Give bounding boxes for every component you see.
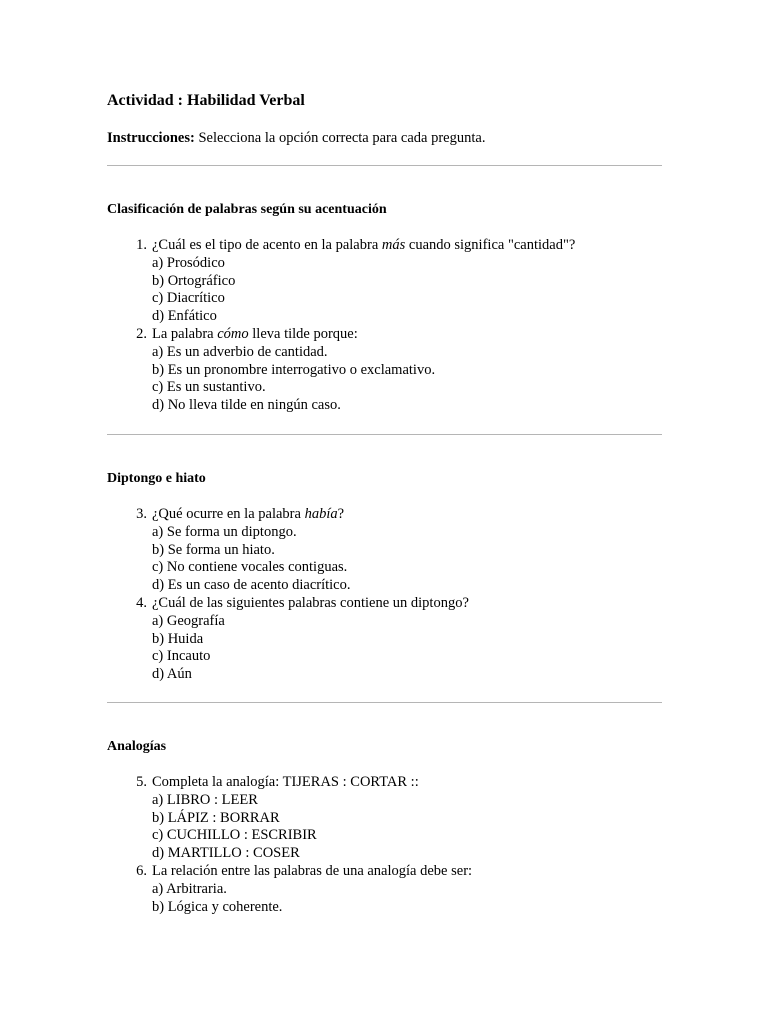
- answer-option[interactable]: b) Ortográfico: [152, 272, 236, 289]
- question-stem: [152, 506, 662, 524]
- answer-option[interactable]: b) Es un pronombre interrogativo o exclamativo.: [152, 361, 436, 378]
- answer-option[interactable]: c) Es un sustantivo.: [152, 379, 266, 396]
- answer-option[interactable]: a) Se forma un diptongo.: [152, 523, 297, 540]
- question-number: 5.: [136, 774, 147, 790]
- question-stem: [152, 326, 662, 344]
- question-number: 6.: [136, 862, 147, 879]
- stem-text: ?: [337, 506, 345, 522]
- question-item: [107, 863, 662, 916]
- stem-text: cuando significa "cantidad"?: [405, 237, 576, 253]
- stem-text: lleva tilde porque:: [248, 325, 358, 342]
- answer-option[interactable]: c) CUCHILLO : ESCRIBIR: [152, 827, 317, 844]
- instructions: [107, 130, 485, 147]
- question-number: 4.: [136, 594, 147, 611]
- instructions-text: Selecciona la opción correcta para cada pregunta.: [194, 130, 486, 146]
- answer-option[interactable]: d) Es un caso de acento diacrítico.: [152, 577, 351, 594]
- question-list: [107, 774, 662, 916]
- answer-option[interactable]: c) Diacrítico: [152, 290, 225, 307]
- page-title: Actividad : Habilidad Verbal: [107, 92, 305, 109]
- stem-emphasis: cómo: [217, 325, 249, 342]
- section-acentuacion: [107, 201, 662, 415]
- answer-option[interactable]: b) Se forma un hiato.: [152, 541, 275, 558]
- stem-emphasis: había: [304, 506, 338, 522]
- question-item: [107, 237, 662, 326]
- question-stem: [152, 237, 662, 255]
- question-stem: [152, 863, 662, 881]
- question-number: 3.: [136, 506, 147, 522]
- answer-option[interactable]: a) Arbitraria.: [152, 880, 227, 897]
- instructions-label: Instrucciones:: [107, 130, 195, 146]
- stem-emphasis: más: [381, 237, 406, 253]
- answer-option[interactable]: b) Lógica y coherente.: [152, 898, 283, 915]
- question-list: [107, 506, 662, 684]
- answer-option[interactable]: d) MARTILLO : COSER: [152, 845, 300, 862]
- answer-option[interactable]: d) Aún: [152, 666, 192, 683]
- divider: [107, 165, 662, 166]
- answer-option[interactable]: b) Huida: [152, 630, 204, 647]
- question-stem: [152, 774, 662, 792]
- answer-option[interactable]: a) LIBRO : LEER: [152, 791, 258, 808]
- answer-option[interactable]: d) No lleva tilde en ningún caso.: [152, 397, 341, 414]
- section-heading: Analogías: [107, 739, 167, 754]
- question-stem: [152, 595, 662, 613]
- stem-text: ¿Qué ocurre en la palabra: [152, 506, 305, 522]
- stem-text: ¿Cuál es el tipo de acento en la palabra: [152, 237, 382, 253]
- question-number: 2.: [136, 325, 147, 342]
- divider: [107, 434, 662, 435]
- stem-text: La palabra: [152, 325, 218, 342]
- question-item: [107, 595, 662, 684]
- stem-text: Completa la analogía: TIJERAS : CORTAR ::: [152, 774, 419, 790]
- question-item: [107, 506, 662, 595]
- section-diptongo-hiato: [107, 470, 662, 684]
- answer-option[interactable]: a) Geografía: [152, 612, 225, 629]
- question-item: [107, 326, 662, 415]
- stem-text: ¿Cuál de las siguientes palabras contiene un diptongo?: [152, 594, 469, 611]
- answer-option[interactable]: b) LÁPIZ : BORRAR: [152, 809, 280, 826]
- answer-option[interactable]: c) No contiene vocales contiguas.: [152, 559, 348, 576]
- section-heading: Clasificación de palabras según su acentuación: [107, 202, 387, 217]
- answer-option[interactable]: a) Es un adverbio de cantidad.: [152, 343, 328, 360]
- question-number: 1.: [136, 237, 147, 253]
- section-analogias: [107, 738, 662, 916]
- stem-text: La relación entre las palabras de una analogía debe ser:: [152, 862, 473, 879]
- answer-option[interactable]: d) Enfático: [152, 308, 217, 325]
- divider: [107, 702, 662, 703]
- question-item: [107, 774, 662, 863]
- answer-option[interactable]: c) Incauto: [152, 648, 211, 665]
- section-heading: Diptongo e hiato: [107, 471, 206, 486]
- question-list: [107, 237, 662, 415]
- answer-option[interactable]: a) Prosódico: [152, 254, 225, 271]
